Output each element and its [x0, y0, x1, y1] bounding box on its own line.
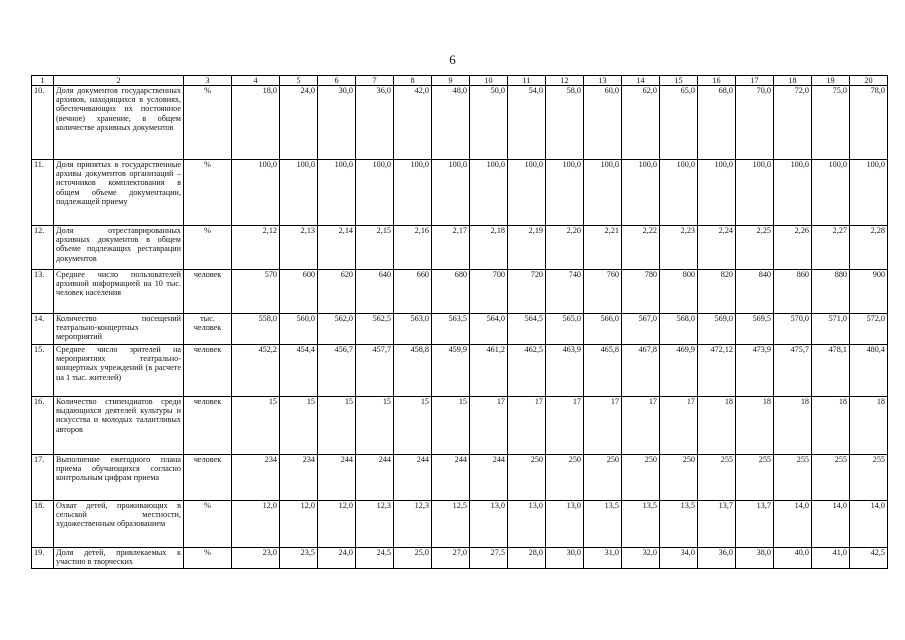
value-cell: 800 [660, 270, 698, 314]
value-cell: 24,0 [280, 86, 318, 160]
row-number: 14. [32, 314, 54, 345]
value-cell: 620 [318, 270, 356, 314]
value-cell: 244 [470, 455, 508, 501]
value-cell: 30,0 [318, 86, 356, 160]
value-cell: 100,0 [812, 160, 850, 226]
value-cell: 2,14 [318, 226, 356, 270]
value-cell: 900 [850, 270, 888, 314]
value-cell: 480,4 [850, 345, 888, 397]
value-cell: 34,0 [660, 548, 698, 569]
value-cell: 13,7 [736, 501, 774, 548]
value-cell: 32,0 [622, 548, 660, 569]
value-cell: 75,0 [812, 86, 850, 160]
value-cell: 17 [508, 397, 546, 455]
value-cell: 461,2 [470, 345, 508, 397]
value-cell: 680 [432, 270, 470, 314]
value-cell: 760 [584, 270, 622, 314]
value-cell: 14,0 [774, 501, 812, 548]
value-cell: 27,0 [432, 548, 470, 569]
value-cell: 17 [584, 397, 622, 455]
value-cell: 28,0 [508, 548, 546, 569]
column-header: 19 [812, 76, 850, 86]
row-number: 17. [32, 455, 54, 501]
value-cell: 571,0 [812, 314, 850, 345]
indicator-name: Среднее число пользователей архивной информацией на 10 тыс. человек населения [54, 270, 184, 314]
unit-cell: человек [184, 345, 232, 397]
value-cell: 100,0 [508, 160, 546, 226]
value-cell: 255 [850, 455, 888, 501]
value-cell: 475,7 [774, 345, 812, 397]
value-cell: 456,7 [318, 345, 356, 397]
value-cell: 600 [280, 270, 318, 314]
table-row [32, 501, 888, 548]
value-cell: 13,5 [584, 501, 622, 548]
indicator-name: Доля принятых в государственные архивы документов организаций – источников комплектования в общем объеме документации, подлежащей приему [54, 160, 184, 226]
value-cell: 244 [394, 455, 432, 501]
value-cell: 100,0 [470, 160, 508, 226]
value-cell: 473,9 [736, 345, 774, 397]
value-cell: 40,0 [774, 548, 812, 569]
column-header: 1 [32, 76, 54, 86]
column-header: 18 [774, 76, 812, 86]
value-cell: 100,0 [850, 160, 888, 226]
unit-cell: % [184, 86, 232, 160]
value-cell: 100,0 [622, 160, 660, 226]
value-cell: 50,0 [470, 86, 508, 160]
value-cell: 13,5 [660, 501, 698, 548]
value-cell: 62,0 [622, 86, 660, 160]
value-cell: 462,5 [508, 345, 546, 397]
table-row [32, 86, 888, 160]
value-cell: 2,22 [622, 226, 660, 270]
value-cell: 70,0 [736, 86, 774, 160]
value-cell: 13,5 [622, 501, 660, 548]
value-cell: 100,0 [432, 160, 470, 226]
value-cell: 564,5 [508, 314, 546, 345]
value-cell: 58,0 [546, 86, 584, 160]
value-cell: 13,0 [508, 501, 546, 548]
value-cell: 15 [280, 397, 318, 455]
row-number: 11. [32, 160, 54, 226]
value-cell: 860 [774, 270, 812, 314]
value-cell: 17 [660, 397, 698, 455]
table-row [32, 160, 888, 226]
column-header: 10 [470, 76, 508, 86]
page-number: 6 [449, 52, 456, 67]
value-cell: 640 [356, 270, 394, 314]
value-cell: 564,0 [470, 314, 508, 345]
value-cell: 12,0 [280, 501, 318, 548]
value-cell: 250 [584, 455, 622, 501]
value-cell: 100,0 [546, 160, 584, 226]
value-cell: 2,26 [774, 226, 812, 270]
value-cell: 250 [546, 455, 584, 501]
value-cell: 567,0 [622, 314, 660, 345]
value-cell: 41,0 [812, 548, 850, 569]
value-cell: 36,0 [356, 86, 394, 160]
value-cell: 244 [432, 455, 470, 501]
value-cell: 100,0 [318, 160, 356, 226]
value-cell: 72,0 [774, 86, 812, 160]
table-row [32, 345, 888, 397]
column-header: 13 [584, 76, 622, 86]
value-cell: 12,0 [232, 501, 280, 548]
value-cell: 23,5 [280, 548, 318, 569]
value-cell: 740 [546, 270, 584, 314]
value-cell: 2,28 [850, 226, 888, 270]
indicator-name: Количество посещений театрально-концертных мероприятий [54, 314, 184, 345]
value-cell: 54,0 [508, 86, 546, 160]
value-cell: 27,5 [470, 548, 508, 569]
value-cell: 457,7 [356, 345, 394, 397]
value-cell: 569,0 [698, 314, 736, 345]
value-cell: 780 [622, 270, 660, 314]
column-header: 2 [54, 76, 184, 86]
value-cell: 880 [812, 270, 850, 314]
value-cell: 459,9 [432, 345, 470, 397]
value-cell: 12,3 [356, 501, 394, 548]
value-cell: 14,0 [812, 501, 850, 548]
value-cell: 244 [356, 455, 394, 501]
indicator-name: Количество стипендиатов среди выдающихся деятелей культуры и искусства и молодых талантливых авторов [54, 397, 184, 455]
value-cell: 18 [736, 397, 774, 455]
column-header: 14 [622, 76, 660, 86]
value-cell: 558,0 [232, 314, 280, 345]
value-cell: 30,0 [546, 548, 584, 569]
value-cell: 23,0 [232, 548, 280, 569]
value-cell: 569,5 [736, 314, 774, 345]
value-cell: 563,0 [394, 314, 432, 345]
column-header: 4 [232, 76, 280, 86]
value-cell: 100,0 [394, 160, 432, 226]
header-row [32, 76, 888, 86]
value-cell: 18 [774, 397, 812, 455]
value-cell: 250 [508, 455, 546, 501]
value-cell: 15 [232, 397, 280, 455]
row-number: 10. [32, 86, 54, 160]
table-row [32, 314, 888, 345]
value-cell: 2,16 [394, 226, 432, 270]
value-cell: 17 [470, 397, 508, 455]
value-cell: 48,0 [432, 86, 470, 160]
value-cell: 17 [546, 397, 584, 455]
indicator-name: Доля документов государственных архивов, находящихся в условиях, обеспечивающих их постоянное (вечное) хранение, в общем количестве архивных документов [54, 86, 184, 160]
value-cell: 18 [698, 397, 736, 455]
value-cell: 255 [698, 455, 736, 501]
value-cell: 255 [736, 455, 774, 501]
value-cell: 2,17 [432, 226, 470, 270]
value-cell: 36,0 [698, 548, 736, 569]
value-cell: 100,0 [584, 160, 622, 226]
value-cell: 467,8 [622, 345, 660, 397]
value-cell: 478,1 [812, 345, 850, 397]
row-number: 12. [32, 226, 54, 270]
unit-cell: % [184, 226, 232, 270]
value-cell: 13,7 [698, 501, 736, 548]
table-row [32, 226, 888, 270]
value-cell: 570 [232, 270, 280, 314]
value-cell: 13,0 [546, 501, 584, 548]
column-header: 6 [318, 76, 356, 86]
column-header: 12 [546, 76, 584, 86]
value-cell: 24,5 [356, 548, 394, 569]
column-header: 7 [356, 76, 394, 86]
value-cell: 562,5 [356, 314, 394, 345]
value-cell: 2,12 [232, 226, 280, 270]
column-header: 16 [698, 76, 736, 86]
value-cell: 2,15 [356, 226, 394, 270]
value-cell: 250 [622, 455, 660, 501]
value-cell: 100,0 [774, 160, 812, 226]
value-cell: 454,4 [280, 345, 318, 397]
unit-cell: тыс. человек [184, 314, 232, 345]
value-cell: 840 [736, 270, 774, 314]
value-cell: 255 [812, 455, 850, 501]
value-cell: 42,0 [394, 86, 432, 160]
row-number: 13. [32, 270, 54, 314]
value-cell: 660 [394, 270, 432, 314]
value-cell: 12,3 [394, 501, 432, 548]
value-cell: 472,12 [698, 345, 736, 397]
value-cell: 563,5 [432, 314, 470, 345]
value-cell: 42,5 [850, 548, 888, 569]
unit-cell: человек [184, 397, 232, 455]
value-cell: 2,13 [280, 226, 318, 270]
value-cell: 68,0 [698, 86, 736, 160]
unit-cell: % [184, 501, 232, 548]
column-header: 3 [184, 76, 232, 86]
value-cell: 65,0 [660, 86, 698, 160]
column-header: 8 [394, 76, 432, 86]
value-cell: 100,0 [232, 160, 280, 226]
value-cell: 2,23 [660, 226, 698, 270]
indicator-name: Доля отреставрированных архивных документов в общем объеме подлежащих реставрации документов [54, 226, 184, 270]
value-cell: 100,0 [698, 160, 736, 226]
value-cell: 18 [850, 397, 888, 455]
value-cell: 244 [318, 455, 356, 501]
value-cell: 14,0 [850, 501, 888, 548]
value-cell: 38,0 [736, 548, 774, 569]
value-cell: 15 [318, 397, 356, 455]
value-cell: 560,0 [280, 314, 318, 345]
value-cell: 17 [622, 397, 660, 455]
value-cell: 250 [660, 455, 698, 501]
unit-cell: % [184, 548, 232, 569]
indicators-table [31, 75, 888, 569]
value-cell: 100,0 [356, 160, 394, 226]
value-cell: 234 [280, 455, 318, 501]
value-cell: 78,0 [850, 86, 888, 160]
indicator-name: Выполнение ежегодного плана приема обучающихся согласно контрольным цифрам приема [54, 455, 184, 501]
column-header: 5 [280, 76, 318, 86]
value-cell: 2,20 [546, 226, 584, 270]
table-row [32, 397, 888, 455]
value-cell: 60,0 [584, 86, 622, 160]
table-row [32, 548, 888, 569]
value-cell: 2,19 [508, 226, 546, 270]
value-cell: 458,8 [394, 345, 432, 397]
value-cell: 12,0 [318, 501, 356, 548]
row-number: 18. [32, 501, 54, 548]
table-row [32, 270, 888, 314]
row-number: 15. [32, 345, 54, 397]
value-cell: 100,0 [280, 160, 318, 226]
value-cell: 100,0 [736, 160, 774, 226]
value-cell: 2,24 [698, 226, 736, 270]
value-cell: 2,21 [584, 226, 622, 270]
indicator-name: Доля детей, привлекаемых к участию в творческих [54, 548, 184, 569]
value-cell: 820 [698, 270, 736, 314]
unit-cell: человек [184, 270, 232, 314]
value-cell: 15 [432, 397, 470, 455]
value-cell: 700 [470, 270, 508, 314]
column-header: 17 [736, 76, 774, 86]
value-cell: 13,0 [470, 501, 508, 548]
value-cell: 15 [356, 397, 394, 455]
value-cell: 568,0 [660, 314, 698, 345]
column-header: 20 [850, 76, 888, 86]
value-cell: 234 [232, 455, 280, 501]
value-cell: 255 [774, 455, 812, 501]
value-cell: 2,25 [736, 226, 774, 270]
row-number: 16. [32, 397, 54, 455]
unit-cell: % [184, 160, 232, 226]
unit-cell: человек [184, 455, 232, 501]
value-cell: 2,27 [812, 226, 850, 270]
value-cell: 465,8 [584, 345, 622, 397]
indicator-name: Охват детей, проживающих в сельской местности, художественным образованием [54, 501, 184, 548]
value-cell: 562,0 [318, 314, 356, 345]
value-cell: 25,0 [394, 548, 432, 569]
value-cell: 100,0 [660, 160, 698, 226]
column-header: 11 [508, 76, 546, 86]
value-cell: 12,5 [432, 501, 470, 548]
value-cell: 463,9 [546, 345, 584, 397]
value-cell: 572,0 [850, 314, 888, 345]
row-number: 19. [32, 548, 54, 569]
value-cell: 24,0 [318, 548, 356, 569]
column-header: 15 [660, 76, 698, 86]
value-cell: 18,0 [232, 86, 280, 160]
value-cell: 720 [508, 270, 546, 314]
table-row [32, 455, 888, 501]
value-cell: 566,0 [584, 314, 622, 345]
indicator-name: Среднее число зрителей на мероприятиях театрально-концертных учреждений (в расчете на 1 тыс. жителей) [54, 345, 184, 397]
value-cell: 2,18 [470, 226, 508, 270]
value-cell: 31,0 [584, 548, 622, 569]
value-cell: 15 [394, 397, 432, 455]
value-cell: 570,0 [774, 314, 812, 345]
value-cell: 18 [812, 397, 850, 455]
value-cell: 565,0 [546, 314, 584, 345]
value-cell: 469,9 [660, 345, 698, 397]
column-header: 9 [432, 76, 470, 86]
value-cell: 452,2 [232, 345, 280, 397]
